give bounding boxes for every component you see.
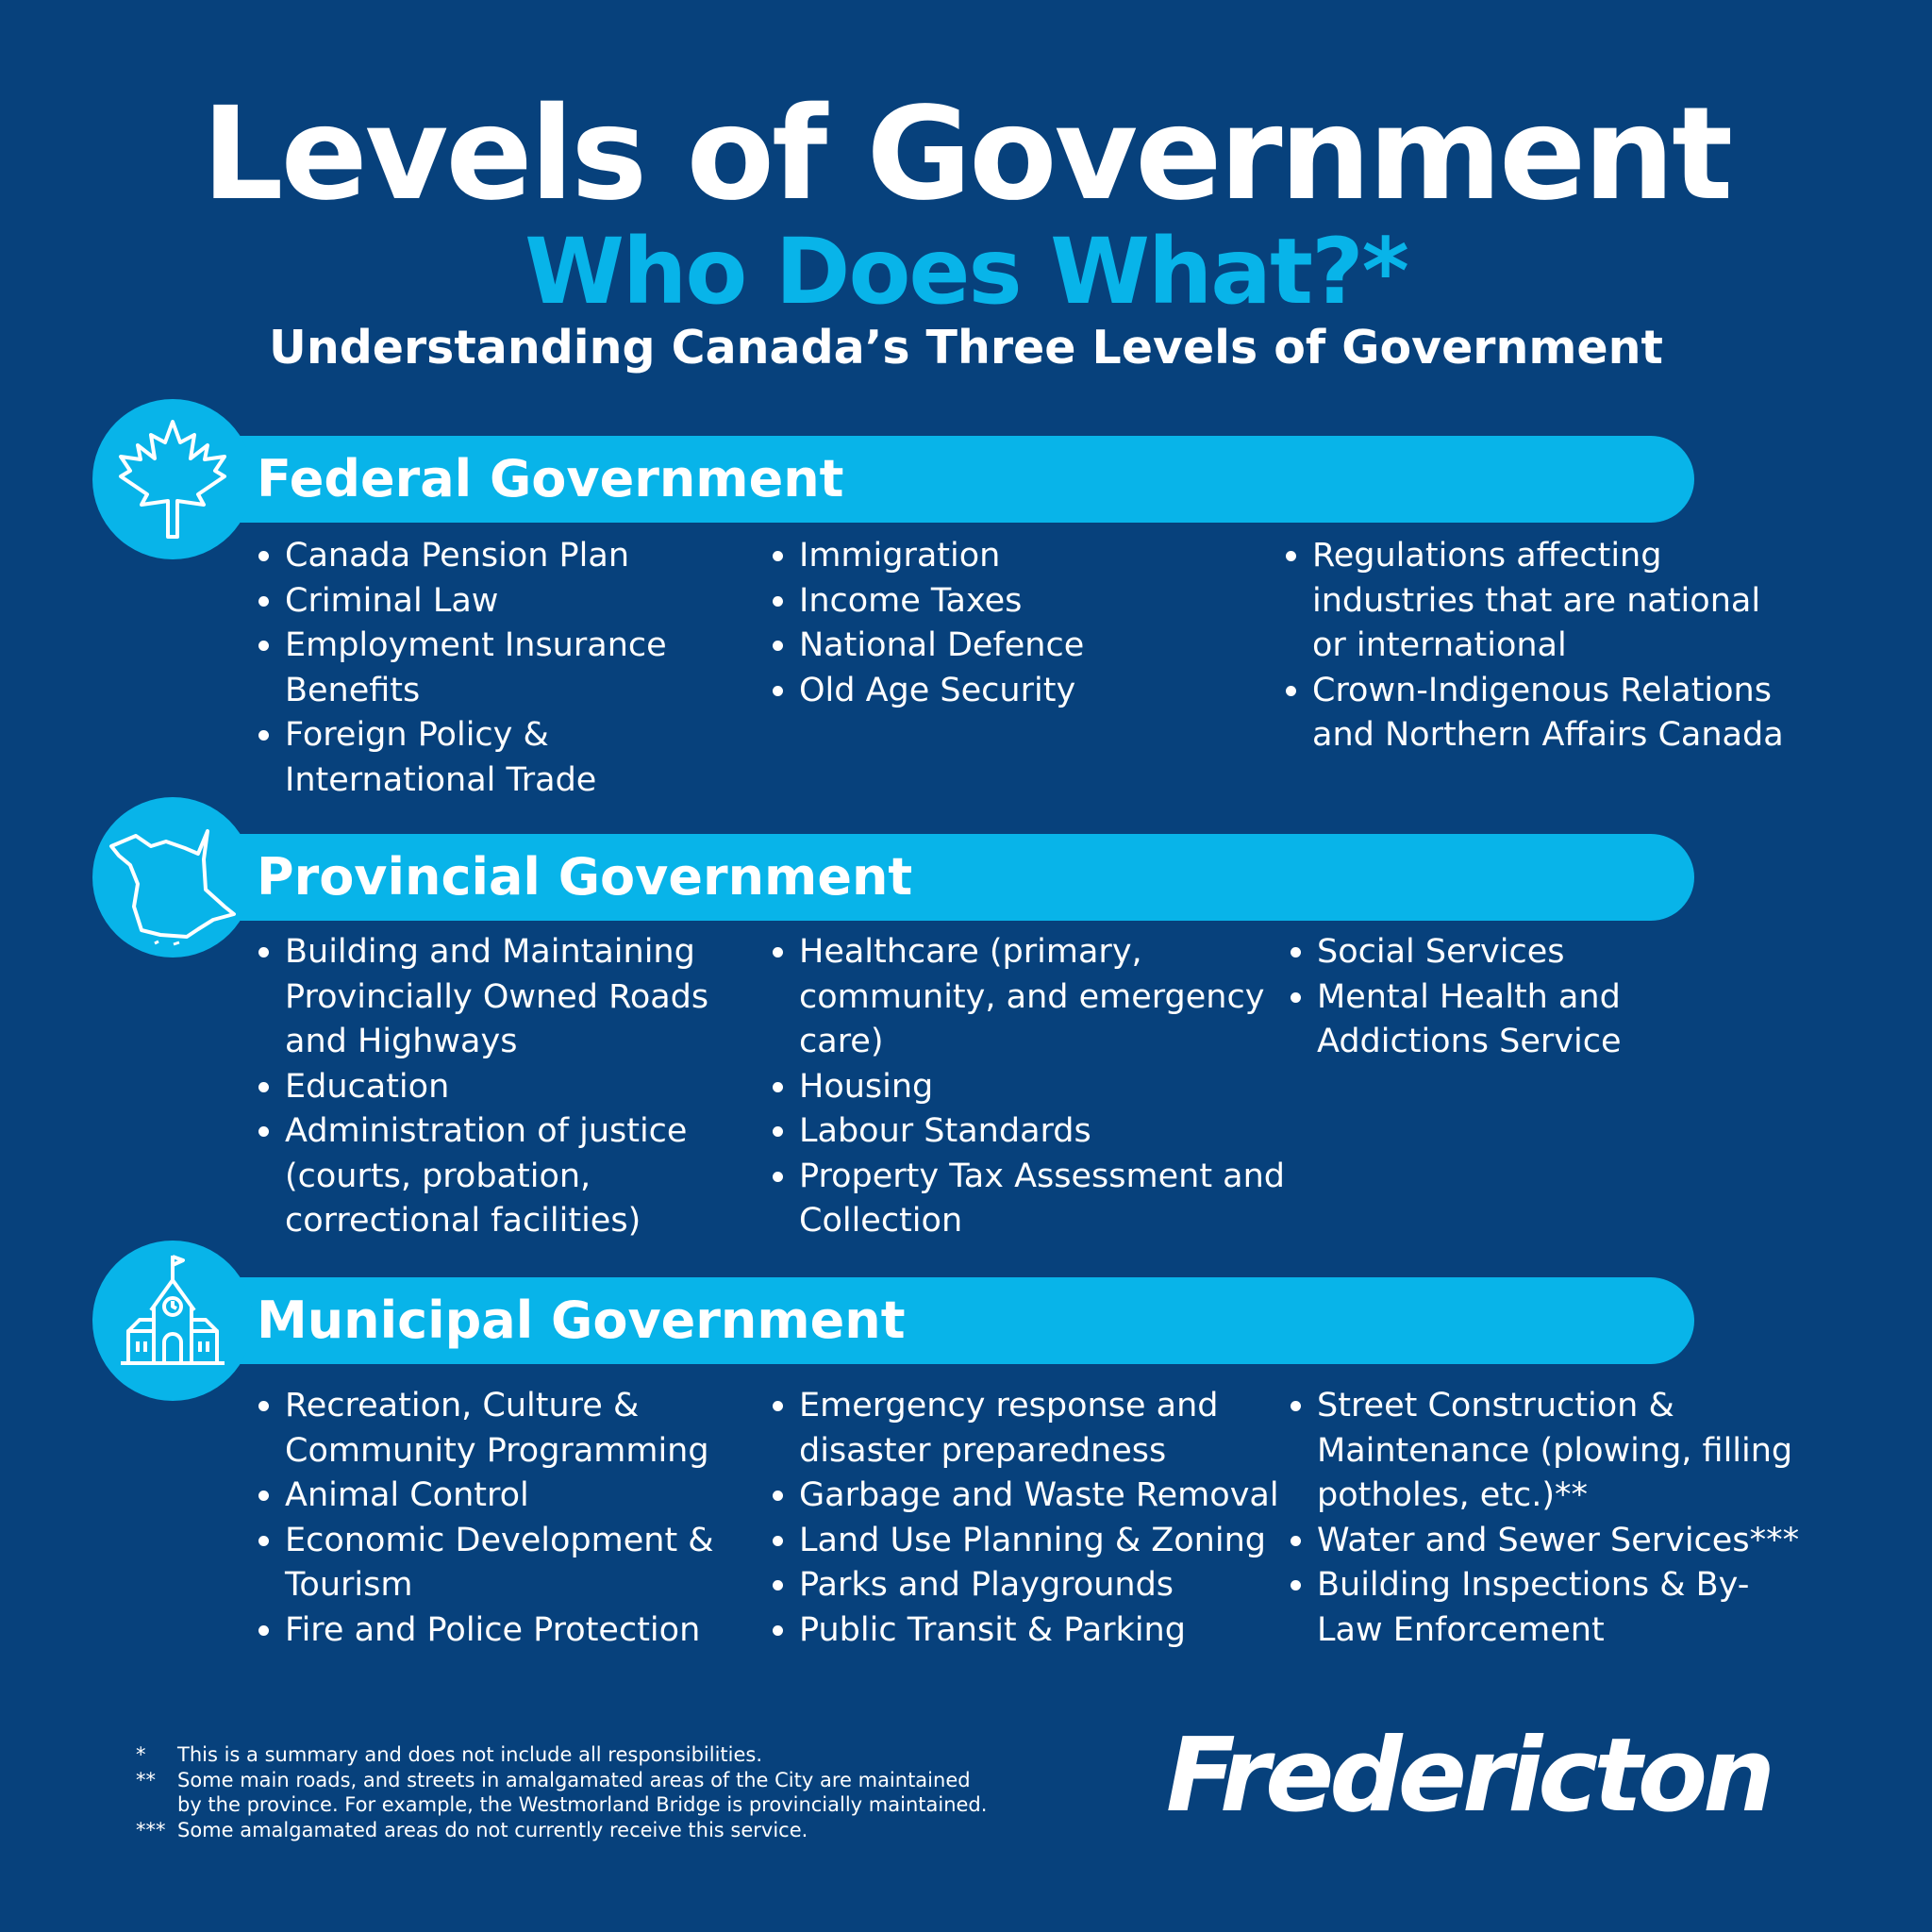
list-item: Land Use Planning & Zoning — [771, 1519, 1279, 1564]
maple-leaf-icon — [92, 399, 253, 559]
federal-badge — [92, 399, 253, 559]
list-item: Old Age Security — [771, 669, 1084, 714]
list-item: Fire and Police Protection — [257, 1608, 714, 1654]
page-tagline: Understanding Canada’s Three Levels of Government — [269, 321, 1663, 375]
federal-title: Federal Government — [257, 449, 844, 508]
list-item: Canada Pension Plan — [257, 534, 667, 579]
footnotes — [136, 1742, 987, 1842]
list-item: Mental Health and — [1289, 975, 1622, 1021]
list-item: Parks and Playgrounds — [771, 1563, 1279, 1608]
list-item-continuation: Collection — [799, 1202, 963, 1240]
list-item: National Defence — [771, 624, 1084, 669]
list-item: Social Services — [1289, 930, 1622, 975]
provincial-list-col1 — [257, 930, 708, 1244]
fredericton-logo — [1166, 1717, 1781, 1835]
list-item: Labour Standards — [771, 1109, 1285, 1155]
list-item: Criminal Law — [257, 579, 667, 625]
list-item-continuation: Addictions Service — [1317, 1023, 1622, 1060]
list-item: Water and Sewer Services*** — [1289, 1519, 1799, 1564]
list-item-continuation: disaster preparedness — [799, 1431, 1167, 1470]
federal-list-col1 — [257, 534, 667, 803]
list-item: Foreign Policy & — [257, 713, 667, 758]
list-item: Street Construction & — [1289, 1384, 1799, 1429]
list-item-continuation: Community Programming — [285, 1431, 709, 1470]
footnote-text: This is a summary and does not include all responsibilities. — [177, 1743, 763, 1766]
list-item: Public Transit & Parking — [771, 1608, 1279, 1654]
list-item: Regulations affecting — [1284, 534, 1784, 579]
list-item-continuation: (courts, probation, — [285, 1157, 591, 1195]
list-item: Economic Development & — [257, 1519, 714, 1564]
list-item: Immigration — [771, 534, 1084, 579]
list-item-continuation: and Northern Affairs Canada — [1312, 716, 1784, 754]
list-item-continuation: Tourism — [285, 1566, 413, 1604]
footnote-text: Some main roads, and streets in amalgamated areas of the City are maintained — [177, 1768, 971, 1791]
list-item: Employment Insurance — [257, 624, 667, 669]
list-item: Housing — [771, 1065, 1285, 1110]
province-map-icon — [92, 797, 253, 958]
footnote-text: Some amalgamated areas do not currently receive this service. — [177, 1818, 808, 1841]
list-item-continuation: Benefits — [285, 671, 421, 709]
city-hall-icon — [92, 1241, 253, 1401]
page-subtitle: Who Does What?* — [525, 219, 1407, 325]
municipal-title: Municipal Government — [257, 1291, 906, 1350]
list-item: Animal Control — [257, 1474, 714, 1519]
list-item-continuation: Provincially Owned Roads — [285, 977, 709, 1016]
list-item-continuation: Law Enforcement — [1317, 1610, 1605, 1649]
logo-wordmark: Fredericton — [1166, 1717, 1771, 1835]
list-item-continuation: Maintenance (plowing, filling — [1317, 1431, 1793, 1470]
municipal-list-col1 — [257, 1384, 714, 1653]
list-item: Crown-Indigenous Relations — [1284, 669, 1784, 714]
provincial-list-col2 — [771, 930, 1285, 1244]
list-item-continuation: potholes, etc.)** — [1317, 1476, 1588, 1514]
list-item: Building and Maintaining — [257, 930, 708, 975]
list-item: Building Inspections & By- — [1289, 1563, 1799, 1608]
municipal-list-col3 — [1289, 1384, 1799, 1653]
municipal-list-col2 — [771, 1384, 1279, 1653]
list-item-continuation: community, and emergency — [799, 977, 1265, 1016]
list-item: Healthcare (primary, — [771, 930, 1285, 975]
footnote-text: by the province. For example, the Westmorland Bridge is provincially maintained. — [177, 1793, 988, 1816]
list-item-continuation: or international — [1312, 626, 1567, 664]
footnote-marker: *** — [136, 1818, 166, 1841]
provincial-badge — [92, 797, 253, 958]
page-title: Levels of Government — [201, 80, 1731, 229]
list-item: Property Tax Assessment and — [771, 1155, 1285, 1200]
list-item: Emergency response and — [771, 1384, 1279, 1429]
list-item-continuation: industries that are national — [1312, 581, 1761, 620]
municipal-badge — [92, 1241, 253, 1401]
list-item-continuation: care) — [799, 1023, 884, 1060]
list-item: Education — [257, 1065, 708, 1110]
list-item-continuation: International Trade — [285, 760, 597, 799]
federal-list-col2 — [771, 534, 1084, 713]
list-item-continuation: and Highways — [285, 1023, 518, 1060]
footnote-marker: * — [136, 1743, 146, 1766]
footnote-marker: ** — [136, 1768, 156, 1791]
federal-list-col3 — [1284, 534, 1784, 758]
list-item: Income Taxes — [771, 579, 1084, 625]
list-item: Recreation, Culture & — [257, 1384, 714, 1429]
list-item-continuation: correctional facilities) — [285, 1202, 641, 1240]
provincial-title: Provincial Government — [257, 847, 913, 907]
list-item: Administration of justice — [257, 1109, 708, 1155]
provincial-list-col3 — [1289, 930, 1622, 1065]
list-item: Garbage and Waste Removal — [771, 1474, 1279, 1519]
